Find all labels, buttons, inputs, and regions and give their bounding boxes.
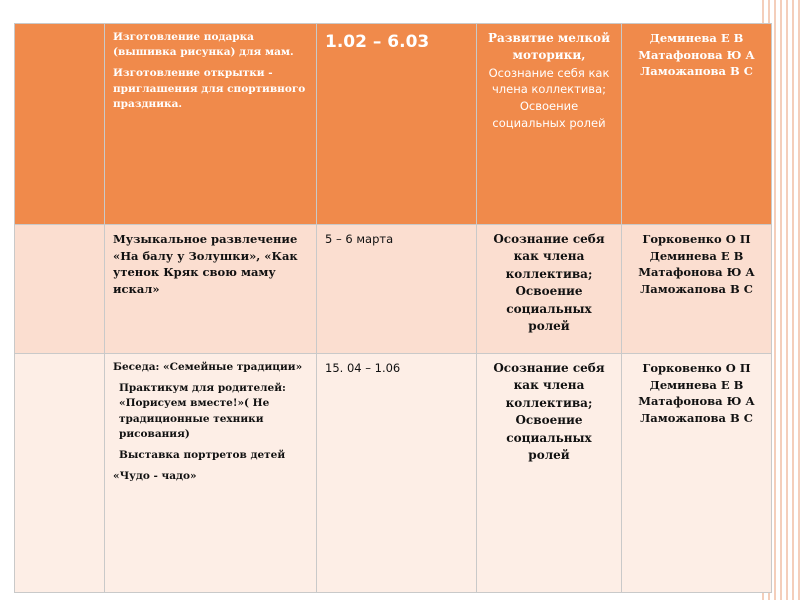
responsible-name: Деминева Е В xyxy=(649,377,744,392)
activity-cell xyxy=(105,225,317,354)
responsible-name: Горковенко О П xyxy=(642,232,751,246)
activity-text: «Чудо - чадо» xyxy=(113,470,197,483)
goal-cell xyxy=(477,354,622,593)
responsible-cell xyxy=(622,225,772,354)
empty-cell xyxy=(15,24,105,225)
dates-text: 15. 04 – 1.06 xyxy=(325,361,401,375)
dates-text: 1.02 – 6.03 xyxy=(325,32,430,52)
responsible-name: Деминева Е В xyxy=(649,31,744,45)
activity-text: Практикум для родителей: «Порисуем вместе!»( Не традиционные техники рисования) xyxy=(119,382,286,440)
table-row xyxy=(15,24,772,225)
goal-cell xyxy=(477,24,622,225)
dates-cell xyxy=(317,225,477,354)
goal-cell xyxy=(477,225,622,354)
responsible-name: Ламожапова В С xyxy=(640,64,753,79)
responsible-name: Горковенко О П xyxy=(642,361,751,375)
activities-table xyxy=(14,23,772,593)
empty-cell xyxy=(15,225,105,354)
dates-cell xyxy=(317,24,477,225)
responsible-name: Матафонова Ю А xyxy=(638,265,755,280)
responsible-cell xyxy=(622,24,772,225)
table-row xyxy=(15,354,772,593)
responsible-name: Матафонова Ю А xyxy=(638,47,755,62)
goal-text: Осознание себя как члена коллектива; Освоение социальных ролей xyxy=(493,361,605,462)
responsible-name: Деминева Е В xyxy=(649,248,744,263)
empty-cell xyxy=(15,354,105,593)
goal-text: Осознание себя как члена коллектива; Освоение социальных ролей xyxy=(493,232,605,333)
responsible-name: Матафонова Ю А xyxy=(638,394,755,409)
activity-text: Музыкальное развлечение «На балу у Золушки», «Как утенок Кряк свою маму искал» xyxy=(113,232,298,297)
activity-text: Выставка портретов детей xyxy=(119,449,286,462)
table-row xyxy=(15,225,772,354)
activity-text: Изготовление открытки - приглашения для спортивного праздника. xyxy=(113,67,306,110)
activity-cell xyxy=(105,24,317,225)
responsible-cell xyxy=(622,354,772,593)
dates-cell xyxy=(317,354,477,593)
responsible-name: Ламожапова В С xyxy=(640,282,753,297)
goal-title: Развитие мелкой моторики, xyxy=(488,31,610,63)
activity-cell xyxy=(105,354,317,593)
activity-text: Изготовление подарка (вышивка рисунка) для мам. xyxy=(113,31,294,59)
dates-text: 5 – 6 марта xyxy=(325,232,394,246)
responsible-name: Ламожапова В С xyxy=(640,411,753,426)
goal-text: Осознание себя как члена коллектива; Освоение социальных ролей xyxy=(488,65,610,130)
activity-text: Беседа: «Семейные традиции» xyxy=(113,361,303,373)
